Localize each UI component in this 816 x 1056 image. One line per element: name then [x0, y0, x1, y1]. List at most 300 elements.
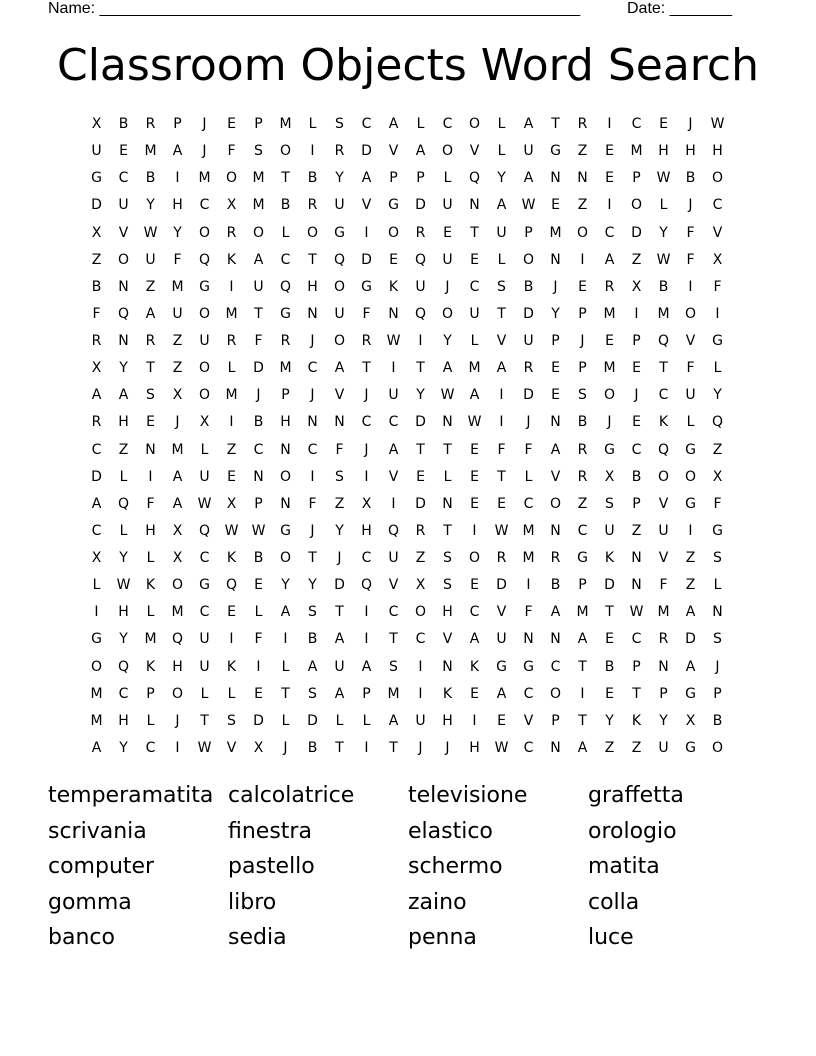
- grid-letter: G: [361, 278, 372, 295]
- grid-letter: E: [605, 170, 614, 187]
- grid-letter: U: [199, 631, 210, 648]
- grid-letter: E: [416, 468, 425, 485]
- grid-letter: R: [577, 441, 588, 458]
- grid-letter: U: [199, 468, 210, 485]
- grid-letter: I: [418, 333, 423, 349]
- grid-letter: F: [92, 305, 101, 322]
- grid-letter: U: [415, 278, 426, 295]
- grid-letter: S: [578, 387, 587, 404]
- grid-letter: Q: [414, 305, 427, 322]
- grid-letter: D: [307, 712, 318, 729]
- grid-letter: E: [227, 116, 236, 132]
- grid-letter: C: [469, 278, 480, 295]
- word-list-item: pastello: [228, 854, 315, 879]
- grid-letter: H: [307, 278, 318, 295]
- grid-letter: L: [227, 685, 236, 702]
- grid-letter: M: [90, 685, 103, 702]
- grid-letter: S: [443, 577, 452, 594]
- grid-letter: C: [307, 441, 318, 458]
- word-list-item: libro: [228, 889, 277, 915]
- grid-letter: Q: [171, 631, 184, 648]
- grid-letter: K: [226, 251, 237, 268]
- grid-letter: T: [497, 305, 506, 322]
- grid-letter: B: [253, 550, 264, 566]
- grid-letter: Z: [631, 739, 642, 756]
- grid-letter: I: [364, 468, 369, 485]
- grid-letter: S: [308, 685, 317, 702]
- grid-letter: R: [550, 550, 561, 566]
- name-field-label: Name: ______________________________________________________: [48, 0, 581, 17]
- grid-letter: N: [307, 414, 318, 431]
- grid-letter: J: [175, 414, 180, 431]
- grid-letter: Q: [117, 495, 130, 512]
- grid-letter: C: [631, 631, 642, 648]
- grid-letter: P: [578, 577, 587, 594]
- grid-letter: J: [580, 333, 585, 349]
- grid-letter: F: [146, 495, 155, 512]
- grid-letter: G: [685, 495, 696, 512]
- grid-row: [83, 491, 731, 518]
- grid-letter: V: [658, 495, 669, 512]
- grid-letter: R: [226, 224, 237, 241]
- grid-letter: A: [685, 658, 696, 675]
- grid-letter: R: [415, 224, 426, 241]
- grid-letter: C: [199, 550, 210, 566]
- grid-letter: K: [442, 685, 453, 702]
- grid-letter: N: [550, 414, 561, 431]
- grid-letter: M: [387, 685, 400, 702]
- grid-letter: J: [526, 414, 531, 431]
- grid-letter: M: [252, 197, 265, 214]
- grid-letter: Q: [117, 305, 130, 322]
- grid-letter: U: [334, 305, 345, 322]
- grid-letter: I: [472, 522, 477, 539]
- word-list-item: temperamatita: [48, 783, 214, 808]
- grid-letter: E: [146, 414, 155, 431]
- grid-letter: I: [175, 739, 180, 756]
- grid-letter: A: [388, 116, 399, 132]
- word-list-item: computer: [48, 854, 155, 879]
- grid-letter: O: [441, 305, 454, 322]
- grid-letter: K: [145, 658, 156, 675]
- grid-letter: H: [442, 712, 453, 729]
- grid-letter: E: [497, 495, 506, 512]
- grid-letter: J: [310, 387, 315, 404]
- grid-row: [83, 572, 731, 599]
- date-field-label: Date: _______: [627, 0, 732, 17]
- grid-letter: C: [469, 604, 480, 621]
- grid-letter: L: [146, 604, 155, 621]
- grid-letter: H: [361, 522, 372, 539]
- grid-letter: U: [388, 387, 399, 404]
- grid-letter: E: [605, 143, 614, 160]
- grid-letter: J: [364, 441, 369, 458]
- grid-letter: G: [712, 333, 723, 349]
- grid-letter: A: [91, 387, 102, 404]
- word-list-item: banco: [48, 925, 115, 950]
- grid-letter: Y: [119, 739, 128, 756]
- grid-letter: P: [578, 360, 587, 377]
- grid-letter: F: [713, 278, 722, 295]
- grid-letter: P: [659, 685, 668, 702]
- grid-letter: U: [496, 224, 507, 241]
- grid-letter: Y: [659, 224, 668, 241]
- grid-letter: A: [415, 143, 426, 160]
- grid-letter: C: [442, 116, 453, 132]
- grid-letter: H: [145, 522, 156, 539]
- grid-letter: C: [658, 387, 669, 404]
- grid-letter: M: [657, 604, 670, 621]
- grid-letter: I: [256, 658, 261, 675]
- grid-letter: N: [280, 441, 291, 458]
- grid-letter: H: [172, 197, 183, 214]
- grid-letter: Y: [146, 197, 155, 214]
- grid-letter: J: [607, 414, 612, 431]
- grid-letter: B: [118, 116, 129, 132]
- grid-row: [83, 355, 731, 382]
- grid-letter: E: [470, 441, 479, 458]
- grid-letter: N: [631, 577, 642, 594]
- grid-letter: I: [472, 712, 477, 729]
- grid-letter: V: [334, 387, 345, 404]
- grid-letter: H: [118, 604, 129, 621]
- grid-letter: O: [90, 658, 103, 675]
- grid-letter: X: [91, 550, 102, 566]
- grid-letter: Z: [118, 441, 129, 458]
- grid-letter: B: [523, 278, 534, 295]
- grid-letter: T: [200, 712, 209, 729]
- grid-letter: W: [197, 739, 212, 756]
- grid-letter: B: [604, 658, 615, 675]
- grid-row: [83, 328, 731, 355]
- grid-letter: W: [656, 170, 671, 187]
- grid-letter: P: [173, 116, 182, 132]
- grid-letter: A: [334, 360, 345, 377]
- grid-letter: M: [549, 224, 562, 241]
- grid-letter: A: [442, 360, 453, 377]
- grid-letter: H: [118, 414, 129, 431]
- grid-letter: N: [523, 631, 534, 648]
- grid-letter: U: [91, 143, 102, 160]
- grid-letter: U: [415, 712, 426, 729]
- grid-letter: G: [334, 224, 345, 241]
- grid-letter: B: [280, 197, 291, 214]
- grid-letter: O: [603, 387, 616, 404]
- grid-letter: C: [604, 224, 615, 241]
- grid-letter: L: [92, 577, 101, 594]
- grid-letter: Z: [631, 522, 642, 539]
- grid-letter: E: [470, 468, 479, 485]
- grid-letter: C: [91, 441, 102, 458]
- grid-letter: U: [334, 658, 345, 675]
- grid-letter: L: [281, 224, 290, 241]
- grid-letter: P: [281, 387, 290, 404]
- grid-letter: W: [521, 197, 536, 214]
- grid-letter: E: [254, 685, 263, 702]
- grid-letter: F: [335, 441, 344, 458]
- grid-letter: N: [550, 631, 561, 648]
- grid-letter: M: [630, 143, 643, 160]
- grid-letter: I: [580, 251, 585, 268]
- grid-letter: C: [415, 631, 426, 648]
- grid-letter: L: [335, 712, 344, 729]
- grid-letter: J: [310, 522, 315, 539]
- grid-letter: T: [470, 224, 479, 241]
- grid-letter: O: [198, 224, 211, 241]
- word-list: [48, 779, 768, 957]
- grid-letter: O: [387, 224, 400, 241]
- grid-letter: A: [523, 170, 534, 187]
- grid-letter: R: [577, 468, 588, 485]
- grid-letter: H: [712, 143, 723, 160]
- grid-letter: I: [364, 631, 369, 648]
- grid-letter: S: [227, 712, 236, 729]
- grid-letter: B: [145, 170, 156, 187]
- grid-letter: O: [306, 224, 319, 241]
- grid-letter: Z: [172, 333, 183, 349]
- grid-letter: E: [551, 360, 560, 377]
- grid-letter: Y: [551, 305, 560, 322]
- grid-letter: R: [334, 143, 345, 160]
- grid-letter: P: [254, 495, 263, 512]
- grid-letter: O: [225, 170, 238, 187]
- grid-letter: M: [144, 631, 157, 648]
- grid-letter: U: [523, 143, 534, 160]
- grid-letter: C: [388, 604, 399, 621]
- grid-letter: U: [496, 631, 507, 648]
- grid-letter: P: [362, 685, 371, 702]
- grid-letter: X: [604, 468, 615, 485]
- grid-letter: N: [145, 441, 156, 458]
- grid-letter: L: [119, 522, 128, 539]
- grid-letter: G: [685, 739, 696, 756]
- grid-letter: D: [523, 387, 534, 404]
- grid-letter: A: [118, 387, 129, 404]
- grid-letter: T: [416, 360, 425, 377]
- grid-letter: U: [442, 197, 453, 214]
- grid-letter: X: [361, 495, 372, 512]
- grid-letter: B: [712, 712, 723, 729]
- grid-letter: B: [253, 414, 264, 431]
- grid-letter: E: [605, 685, 614, 702]
- grid-letter: O: [657, 468, 670, 485]
- grid-letter: Q: [387, 522, 400, 539]
- grid-letter: D: [415, 197, 426, 214]
- grid-row: [83, 220, 731, 247]
- grid-letter: Q: [657, 333, 670, 349]
- grid-letter: M: [144, 143, 157, 160]
- grid-letter: D: [415, 414, 426, 431]
- grid-letter: A: [685, 604, 696, 621]
- grid-letter: E: [497, 712, 506, 729]
- grid-letter: X: [685, 712, 696, 729]
- grid-letter: A: [172, 468, 183, 485]
- word-list-item: graffetta: [588, 783, 684, 808]
- grid-letter: P: [632, 170, 641, 187]
- grid-letter: X: [712, 468, 723, 485]
- grid-letter: N: [442, 495, 453, 512]
- grid-letter: R: [91, 414, 102, 431]
- grid-letter: A: [307, 658, 318, 675]
- grid-letter: V: [496, 604, 507, 621]
- grid-letter: Y: [416, 387, 425, 404]
- grid-letter: W: [467, 414, 482, 431]
- grid-letter: R: [604, 278, 615, 295]
- grid-row: [83, 599, 731, 626]
- grid-letter: L: [713, 577, 722, 594]
- grid-letter: T: [632, 685, 641, 702]
- grid-letter: A: [361, 170, 372, 187]
- grid-letter: Z: [631, 251, 642, 268]
- grid-row: [83, 409, 731, 436]
- grid-letter: O: [684, 468, 697, 485]
- grid-letter: Z: [577, 197, 588, 214]
- grid-letter: S: [605, 495, 614, 512]
- grid-letter: U: [523, 333, 534, 349]
- grid-letter: W: [197, 495, 212, 512]
- grid-letter: L: [146, 550, 155, 566]
- grid-letter: B: [307, 631, 318, 648]
- grid-letter: F: [686, 224, 695, 241]
- grid-letter: J: [553, 278, 558, 295]
- grid-letter: D: [523, 305, 534, 322]
- grid-letter: G: [685, 685, 696, 702]
- grid-letter: G: [199, 577, 210, 594]
- grid-letter: G: [91, 170, 102, 187]
- grid-letter: U: [118, 197, 129, 214]
- grid-letter: D: [334, 577, 345, 594]
- grid-letter: N: [307, 305, 318, 322]
- grid-row: [83, 437, 731, 464]
- grid-letter: Y: [713, 387, 722, 404]
- grid-letter: I: [688, 522, 693, 539]
- grid-letter: T: [389, 739, 398, 756]
- grid-letter: D: [631, 224, 642, 241]
- grid-letter: A: [550, 604, 561, 621]
- grid-letter: C: [523, 739, 534, 756]
- grid-letter: N: [118, 333, 129, 349]
- grid-letter: Y: [119, 550, 128, 566]
- grid-letter: V: [469, 143, 480, 160]
- grid-letter: V: [658, 550, 669, 566]
- grid-letter: M: [657, 305, 670, 322]
- grid-letter: U: [145, 251, 156, 268]
- grid-letter: O: [468, 550, 481, 566]
- grid-letter: L: [281, 658, 290, 675]
- grid-letter: C: [307, 360, 318, 377]
- grid-letter: E: [470, 495, 479, 512]
- grid-letter: H: [442, 604, 453, 621]
- grid-letter: C: [199, 604, 210, 621]
- grid-letter: T: [497, 468, 506, 485]
- grid-letter: C: [550, 658, 561, 675]
- grid-letter: M: [522, 550, 535, 566]
- grid-letter: L: [443, 170, 452, 187]
- grid-letter: N: [442, 658, 453, 675]
- grid-letter: P: [578, 305, 587, 322]
- grid-letter: A: [253, 251, 264, 268]
- grid-letter: J: [445, 739, 450, 756]
- grid-letter: E: [551, 387, 560, 404]
- grid-letter: M: [225, 305, 238, 322]
- grid-letter: T: [659, 360, 668, 377]
- grid-letter: C: [280, 251, 291, 268]
- grid-letter: T: [578, 712, 587, 729]
- grid-letter: F: [524, 441, 533, 458]
- grid-letter: S: [335, 468, 344, 485]
- grid-letter: X: [172, 387, 183, 404]
- grid-letter: E: [470, 685, 479, 702]
- word-list-item: calcolatrice: [228, 783, 355, 808]
- grid-letter: A: [361, 658, 372, 675]
- grid-letter: L: [119, 468, 128, 485]
- grid-letter: P: [389, 170, 398, 187]
- grid-letter: A: [334, 631, 345, 648]
- grid-letter: C: [523, 495, 534, 512]
- grid-letter: K: [226, 658, 237, 675]
- grid-letter: V: [388, 143, 399, 160]
- grid-letter: S: [713, 550, 722, 566]
- grid-letter: E: [632, 360, 641, 377]
- grid-letter: N: [442, 414, 453, 431]
- grid-letter: A: [91, 495, 102, 512]
- grid-letter: D: [415, 495, 426, 512]
- grid-letter: T: [254, 305, 263, 322]
- grid-letter: J: [364, 387, 369, 404]
- grid-letter: A: [496, 197, 507, 214]
- grid-letter: Q: [333, 251, 346, 268]
- grid-letter: K: [631, 712, 642, 729]
- grid-letter: Y: [605, 712, 614, 729]
- grid-letter: X: [226, 495, 237, 512]
- grid-letter: H: [469, 739, 480, 756]
- grid-letter: E: [389, 251, 398, 268]
- grid-letter: X: [91, 116, 102, 132]
- grid-row: [83, 708, 731, 735]
- grid-row: [83, 681, 731, 708]
- grid-letter: T: [443, 522, 452, 539]
- grid-letter: N: [577, 170, 588, 187]
- grid-letter: C: [388, 414, 399, 431]
- grid-letter: A: [145, 305, 156, 322]
- grid-letter: W: [629, 604, 644, 621]
- grid-letter: B: [685, 170, 696, 187]
- grid-letter: I: [607, 197, 612, 214]
- grid-letter: P: [632, 495, 641, 512]
- grid-letter: O: [279, 550, 292, 566]
- grid-letter: T: [308, 251, 317, 268]
- grid-letter: M: [468, 360, 481, 377]
- grid-letter: P: [254, 116, 263, 132]
- grid-letter: U: [172, 305, 183, 322]
- grid-letter: J: [283, 739, 288, 756]
- grid-letter: S: [497, 278, 506, 295]
- grid-letter: Q: [198, 522, 211, 539]
- grid-letter: D: [361, 251, 372, 268]
- grid-letter: S: [308, 604, 317, 621]
- grid-letter: I: [364, 604, 369, 621]
- grid-letter: A: [172, 143, 183, 160]
- grid-row: [83, 382, 731, 409]
- grid-letter: T: [308, 550, 317, 566]
- grid-letter: I: [499, 414, 504, 431]
- grid-letter: O: [711, 739, 724, 756]
- grid-letter: R: [523, 360, 534, 377]
- grid-letter: C: [361, 116, 372, 132]
- grid-letter: C: [712, 197, 723, 214]
- grid-letter: U: [442, 251, 453, 268]
- grid-letter: W: [494, 522, 509, 539]
